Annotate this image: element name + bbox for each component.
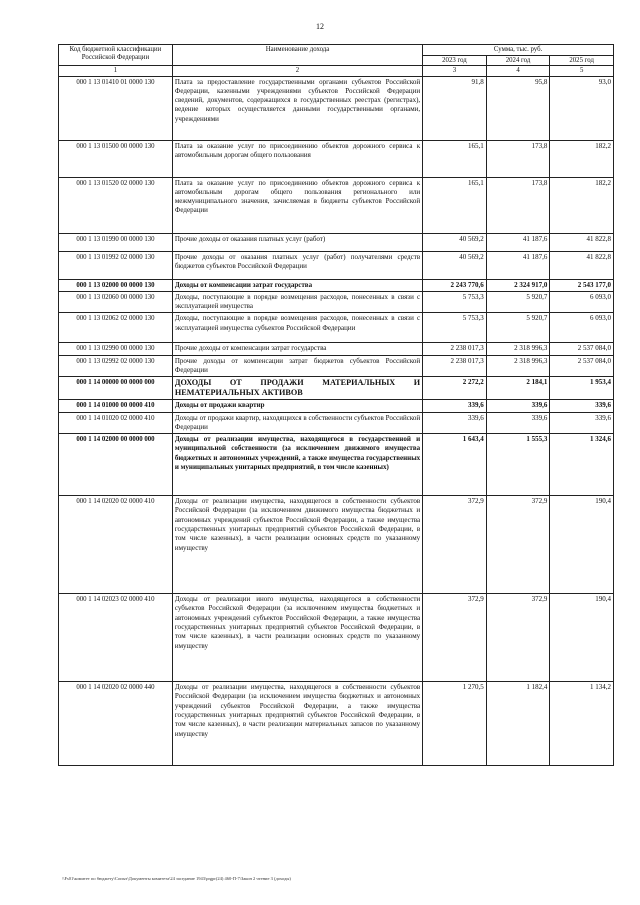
revenue-name-cell: Плата за оказание услуг по присоединению объектов дорожного сервиса к автомобильным дорогам общего пользования	[172, 140, 422, 177]
revenue-name-cell: Доходы от реализации иного имущества, находящегося в собственности субъектов Российской Федерации (за исключением имущества бюджетных и автономных учреждений субъектов Российской Федерации, а также имущества государственных унитарных предприятий субъектов Российской Федерации, в том числе казенных), в части реализации основных средств по указанному имуществу	[172, 594, 422, 682]
amount-2023-cell: 339,6	[423, 400, 487, 412]
amount-2023-cell: 2 238 017,3	[423, 355, 487, 377]
table-row	[59, 233, 614, 251]
amount-2023-cell: 339,6	[423, 412, 487, 434]
revenue-name-cell: Плата за предоставление государственными органами субъектов Российской Федерации, казенными учреждениями субъектов Российской Федерации сведений, документов, содержащихся в государственных реестрах (регистрах), ведение которых осуществляется данными государственными органами, учреждениями	[172, 76, 422, 140]
amount-2023-cell: 5 753,3	[423, 313, 487, 343]
revenue-name-cell: ДОХОДЫ ОТ ПРОДАЖИ МАТЕРИАЛЬНЫХ И НЕМАТЕРИАЛЬНЫХ АКТИВОВ	[172, 377, 422, 400]
amount-2024-cell: 1 555,3	[486, 434, 550, 496]
header-code: Код бюджетной классификации Российской Федерации	[59, 45, 173, 66]
amount-2025-cell: 182,2	[550, 177, 614, 233]
amount-2023-cell: 372,9	[423, 496, 487, 594]
table-row	[59, 313, 614, 343]
amount-2025-cell: 182,2	[550, 140, 614, 177]
revenue-name-cell: Плата за оказание услуг по присоединению объектов дорожного сервиса к автомобильным дорогам общего пользования регионального или межмуниципального значения, зачисляемая в бюджеты субъектов Российской Федерации	[172, 177, 422, 233]
amount-2024-cell: 2 184,1	[486, 377, 550, 400]
col-number-3: 3	[423, 66, 487, 77]
table-row	[59, 412, 614, 434]
budget-code-cell: 000 1 13 01500 00 0000 130	[59, 140, 173, 177]
amount-2025-cell: 1 134,2	[550, 682, 614, 766]
amount-2025-cell: 6 093,0	[550, 291, 614, 313]
table-row	[59, 682, 614, 766]
table-row	[59, 594, 614, 682]
amount-2025-cell: 1 324,6	[550, 434, 614, 496]
table-row	[59, 291, 614, 313]
amount-2024-cell: 173,8	[486, 140, 550, 177]
revenue-name-cell: Доходы, поступающие в порядке возмещения расходов, понесенных в связи с эксплуатацией имущества субъектов Российской Федерации	[172, 313, 422, 343]
amount-2025-cell: 339,6	[550, 412, 614, 434]
col-number-5: 5	[550, 66, 614, 77]
amount-2023-cell: 40 569,2	[423, 251, 487, 279]
amount-2025-cell: 190,4	[550, 496, 614, 594]
budget-code-cell: 000 1 14 02020 02 0000 440	[59, 682, 173, 766]
amount-2023-cell: 1 643,4	[423, 434, 487, 496]
amount-2025-cell: 41 822,8	[550, 251, 614, 279]
amount-2023-cell: 2 238 017,3	[423, 343, 487, 355]
amount-2024-cell: 41 187,6	[486, 251, 550, 279]
budget-code-cell: 000 1 13 01990 00 0000 130	[59, 233, 173, 251]
budget-code-cell: 000 1 13 01410 01 0000 130	[59, 76, 173, 140]
revenue-name-cell: Доходы от реализации имущества, находящегося в собственности субъектов Российской Федерации (за исключением имущества бюджетных и автономных учреждений субъектов Российской Федерации, а также имущества государственных унитарных предприятий субъектов Российской Федерации, в том числе казенных), в части реализации материальных запасов по указанному имуществу	[172, 682, 422, 766]
col-number-1: 1	[59, 66, 173, 77]
amount-2024-cell: 5 920,7	[486, 313, 550, 343]
col-number-4: 4	[486, 66, 550, 77]
amount-2023-cell: 165,1	[423, 177, 487, 233]
amount-2025-cell: 1 953,4	[550, 377, 614, 400]
budget-code-cell: 000 1 13 02000 00 0000 130	[59, 279, 173, 291]
amount-2023-cell: 2 243 770,6	[423, 279, 487, 291]
amount-2023-cell: 165,1	[423, 140, 487, 177]
amount-2024-cell: 95,8	[486, 76, 550, 140]
amount-2024-cell: 1 182,4	[486, 682, 550, 766]
amount-2024-cell: 2 318 996,3	[486, 355, 550, 377]
amount-2025-cell: 2 537 084,0	[550, 355, 614, 377]
amount-2025-cell: 339,6	[550, 400, 614, 412]
revenue-name-cell: Прочие доходы от оказания платных услуг (работ) получателями средств бюджетов субъектов Российской Федерации	[172, 251, 422, 279]
table-body	[59, 76, 614, 766]
revenue-name-cell: Доходы от реализации имущества, находящегося в государственной и муниципальной собственности (за исключением движимого имущества бюджетных и автономных учреждений, а также имущества государственных и муниципальных унитарных предприятий, в том числе казенных)	[172, 434, 422, 496]
budget-code-cell: 000 1 13 01520 02 0000 130	[59, 177, 173, 233]
budget-code-cell: 000 1 13 02062 02 0000 130	[59, 313, 173, 343]
header-year-2024: 2024 год	[486, 55, 550, 66]
revenue-name-cell: Доходы от компенсации затрат государства	[172, 279, 422, 291]
amount-2023-cell: 2 272,2	[423, 377, 487, 400]
header-name: Наименование дохода	[172, 45, 422, 66]
table-row	[59, 177, 614, 233]
amount-2024-cell: 2 318 996,3	[486, 343, 550, 355]
revenue-table	[58, 44, 614, 766]
amount-2024-cell: 2 324 917,0	[486, 279, 550, 291]
amount-2024-cell: 339,6	[486, 400, 550, 412]
revenue-name-cell: Прочие доходы от компенсации затрат государства	[172, 343, 422, 355]
amount-2024-cell: 41 187,6	[486, 233, 550, 251]
amount-2024-cell: 339,6	[486, 412, 550, 434]
table-row	[59, 434, 614, 496]
amount-2025-cell: 41 822,8	[550, 233, 614, 251]
budget-code-cell: 000 1 13 01992 02 0000 130	[59, 251, 173, 279]
amount-2024-cell: 372,9	[486, 496, 550, 594]
revenue-name-cell: Прочие доходы от компенсации затрат бюджетов субъектов Российской Федерации	[172, 355, 422, 377]
table-row	[59, 343, 614, 355]
amount-2025-cell: 190,4	[550, 594, 614, 682]
table-row	[59, 400, 614, 412]
table-row	[59, 355, 614, 377]
amount-2023-cell: 1 270,5	[423, 682, 487, 766]
budget-code-cell: 000 1 14 00000 00 0000 000	[59, 377, 173, 400]
amount-2024-cell: 173,8	[486, 177, 550, 233]
amount-2023-cell: 372,9	[423, 594, 487, 682]
amount-2025-cell: 2 537 084,0	[550, 343, 614, 355]
table-header	[59, 45, 614, 77]
amount-2024-cell: 372,9	[486, 594, 550, 682]
amount-2025-cell: 2 543 177,0	[550, 279, 614, 291]
table-row	[59, 279, 614, 291]
col-number-2: 2	[172, 66, 422, 77]
amount-2025-cell: 6 093,0	[550, 313, 614, 343]
revenue-name-cell: Доходы от реализации имущества, находящегося в собственности субъектов Российской Федерации (за исключением движимого имущества бюджетных и автономных учреждений субъектов Российской Федерации, а также имущества государственных унитарных предприятий субъектов Российской Федерации, в том числе казенных), в части реализации основных средств по указанному имуществу	[172, 496, 422, 594]
budget-code-cell: 000 1 13 02060 00 0000 130	[59, 291, 173, 313]
amount-2024-cell: 5 920,7	[486, 291, 550, 313]
amount-2023-cell: 40 569,2	[423, 233, 487, 251]
amount-2023-cell: 91,8	[423, 76, 487, 140]
table-row	[59, 496, 614, 594]
budget-code-cell: 000 1 14 02000 00 0000 000	[59, 434, 173, 496]
header-sum: Сумма, тыс. руб.	[423, 45, 614, 56]
header-year-2023: 2023 год	[423, 55, 487, 66]
amount-2023-cell: 5 753,3	[423, 291, 487, 313]
budget-code-cell: 000 1 13 02990 00 0000 130	[59, 343, 173, 355]
revenue-name-cell: Доходы от продажи квартир, находящихся в собственности субъектов Российской Федерации	[172, 412, 422, 434]
table-row	[59, 251, 614, 279]
budget-code-cell: 000 1 14 02023 02 0000 410	[59, 594, 173, 682]
revenue-name-cell: Доходы, поступающие в порядке возмещения расходов, понесенных в связи с эксплуатацией имущества	[172, 291, 422, 313]
table-row	[59, 140, 614, 177]
file-path-footer: \\Fs01\комитет по бюджету\Сопыт\Документы комитета\24 заседание 1943\prgpr(24) 460-П-7\Закон 2 чтение 3 (доходы)	[62, 876, 291, 881]
budget-code-cell: 000 1 14 01020 02 0000 410	[59, 412, 173, 434]
header-year-2025: 2025 год	[550, 55, 614, 66]
revenue-name-cell: Прочие доходы от оказания платных услуг (работ)	[172, 233, 422, 251]
budget-code-cell: 000 1 14 01000 00 0000 410	[59, 400, 173, 412]
budget-code-cell: 000 1 14 02020 02 0000 410	[59, 496, 173, 594]
budget-code-cell: 000 1 13 02992 02 0000 130	[59, 355, 173, 377]
table-row	[59, 377, 614, 400]
table-row	[59, 76, 614, 140]
page-number: 12	[316, 22, 324, 31]
revenue-name-cell: Доходы от продажи квартир	[172, 400, 422, 412]
amount-2025-cell: 93,0	[550, 76, 614, 140]
